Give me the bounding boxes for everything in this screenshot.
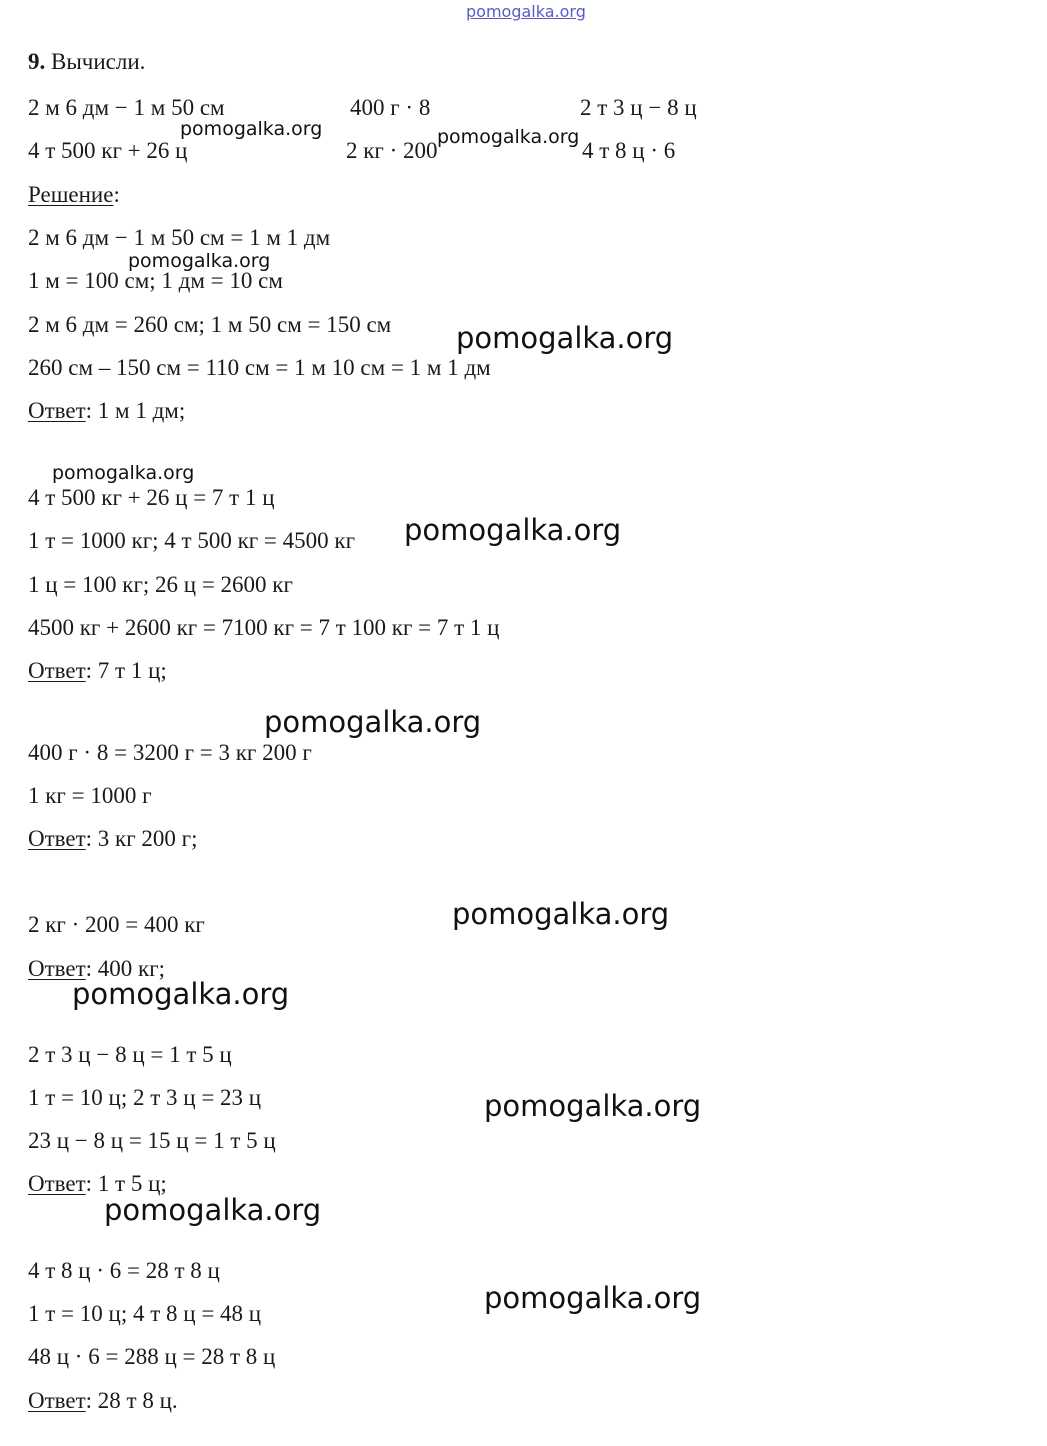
watermark: pomogalka.org <box>484 1089 702 1123</box>
solution-line: 2 м 6 дм = 260 см; 1 м 50 см = 150 см <box>28 312 392 337</box>
solution-line: 23 ц − 8 ц = 15 ц = 1 т 5 ц <box>28 1128 276 1153</box>
watermark: pomogalka.org <box>456 321 674 355</box>
solution-line: 4 т 500 кг + 26 ц = 7 т 1 ц <box>28 485 275 510</box>
expression: 4 т 500 кг + 26 ц <box>28 138 188 163</box>
answer-value: : 400 кг; <box>85 956 166 981</box>
answer-label: Ответ <box>28 956 86 981</box>
answer-line <box>28 397 185 425</box>
solution-line: 2 т 3 ц − 8 ц = 1 т 5 ц <box>28 1042 232 1067</box>
task-number: 9. <box>28 49 46 74</box>
answer-value: : 1 т 5 ц; <box>85 1171 167 1196</box>
solution-line: 260 см – 150 см = 110 см = 1 м 10 см = 1 м 1 дм <box>28 355 491 380</box>
expression: 2 м 6 дм − 1 м 50 см <box>28 95 225 120</box>
answer-line <box>28 1387 178 1415</box>
answer-value: : 1 м 1 дм; <box>85 398 186 423</box>
expression: 2 кг · 200 <box>346 138 438 163</box>
solution-line: 1 т = 10 ц; 2 т 3 ц = 23 ц <box>28 1085 262 1110</box>
watermark: pomogalka.org <box>404 513 622 547</box>
solution-line: 4 т 8 ц · 6 = 28 т 8 ц <box>28 1258 220 1283</box>
solution-line: 2 м 6 дм − 1 м 50 см = 1 м 1 дм <box>28 225 331 250</box>
answer-label: Ответ <box>28 1171 86 1196</box>
expression: 4 т 8 ц · 6 <box>582 138 676 163</box>
watermark: pomogalka.org <box>264 705 482 739</box>
watermark: pomogalka.org <box>128 250 271 272</box>
solution-line: 48 ц · 6 = 288 ц = 28 т 8 ц <box>28 1344 276 1369</box>
site-link[interactable]: pomogalka.org <box>466 2 586 21</box>
watermark: pomogalka.org <box>72 977 290 1011</box>
solution-line: 1 м = 100 см; 1 дм = 10 см <box>28 268 283 293</box>
watermark: pomogalka.org <box>484 1281 702 1315</box>
answer-label: Ответ <box>28 658 86 683</box>
watermark: pomogalka.org <box>52 462 195 484</box>
expression: 400 г · 8 <box>350 95 431 120</box>
answer-label: Ответ <box>28 398 86 423</box>
solution-line: 1 ц = 100 кг; 26 ц = 2600 кг <box>28 572 293 597</box>
solution-line: 1 кг = 1000 г <box>28 783 152 808</box>
solution-line: 2 кг · 200 = 400 кг <box>28 912 205 937</box>
solution-line: 400 г · 8 = 3200 г = 3 кг 200 г <box>28 740 312 765</box>
task-title: Вычисли. <box>51 49 146 74</box>
solution-line: 1 т = 10 ц; 4 т 8 ц = 48 ц <box>28 1301 262 1326</box>
solution-label: Решение <box>28 182 114 207</box>
expression: 2 т 3 ц − 8 ц <box>580 95 697 120</box>
answer-value: : 3 кг 200 г; <box>85 826 198 851</box>
solution-heading: Решение: <box>28 182 120 207</box>
answer-value: : 28 т 8 ц. <box>85 1388 178 1413</box>
solution-line: 4500 кг + 2600 кг = 7100 кг = 7 т 100 кг = 7 т 1 ц <box>28 615 500 640</box>
watermark: pomogalka.org <box>452 897 670 931</box>
task-heading <box>28 48 145 76</box>
answer-line <box>28 825 197 853</box>
answer-value: : 7 т 1 ц; <box>85 658 167 683</box>
watermark: pomogalka.org <box>104 1193 322 1227</box>
answer-label: Ответ <box>28 1388 86 1413</box>
answer-line <box>28 657 167 685</box>
watermark: pomogalka.org <box>437 126 580 148</box>
solution-line: 1 т = 1000 кг; 4 т 500 кг = 4500 кг <box>28 528 356 553</box>
watermark: pomogalka.org <box>180 118 323 140</box>
answer-label: Ответ <box>28 826 86 851</box>
